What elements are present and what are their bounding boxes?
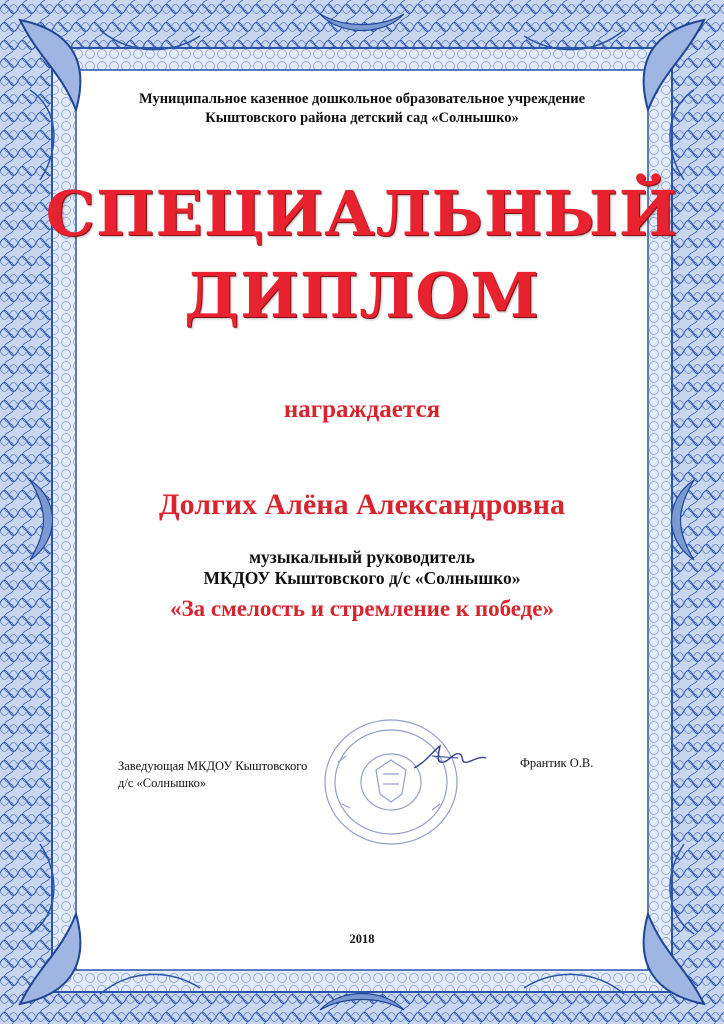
diploma-title-line-1: СПЕЦИАЛЬНЫЙ xyxy=(45,177,679,250)
diploma-year: 2018 xyxy=(349,932,375,946)
position-line-2: МКДОУ Кыштовского д/с «Солнышко» xyxy=(203,568,521,588)
institution-line-2: Кыштовского района детский сад «Солнышко» xyxy=(205,110,519,126)
award-motto: «За смелость и стремление к победе» xyxy=(169,596,555,621)
official-seal-stamp xyxy=(316,712,466,852)
institution-line-1: Муниципальное казенное дошкольное образовательное учреждение xyxy=(138,91,586,107)
recipient-name: Долгих Алёна Александровна xyxy=(159,488,565,521)
diploma-title-line-2: ДИПЛОМ xyxy=(184,259,540,332)
handwritten-signature xyxy=(410,740,490,780)
position-line-1: музыкальный руководитель xyxy=(249,547,475,567)
signature-role-line-2: д/с «Солнышко» xyxy=(118,776,207,790)
awarded-label: награждается xyxy=(283,396,441,423)
signature-role xyxy=(118,758,307,792)
institution-name xyxy=(0,90,724,128)
recipient-position xyxy=(0,547,724,589)
signature-role-line-1: Заведующая МКДОУ Кыштовского xyxy=(118,759,308,773)
signer-name: Франтик О.В. xyxy=(520,756,594,770)
